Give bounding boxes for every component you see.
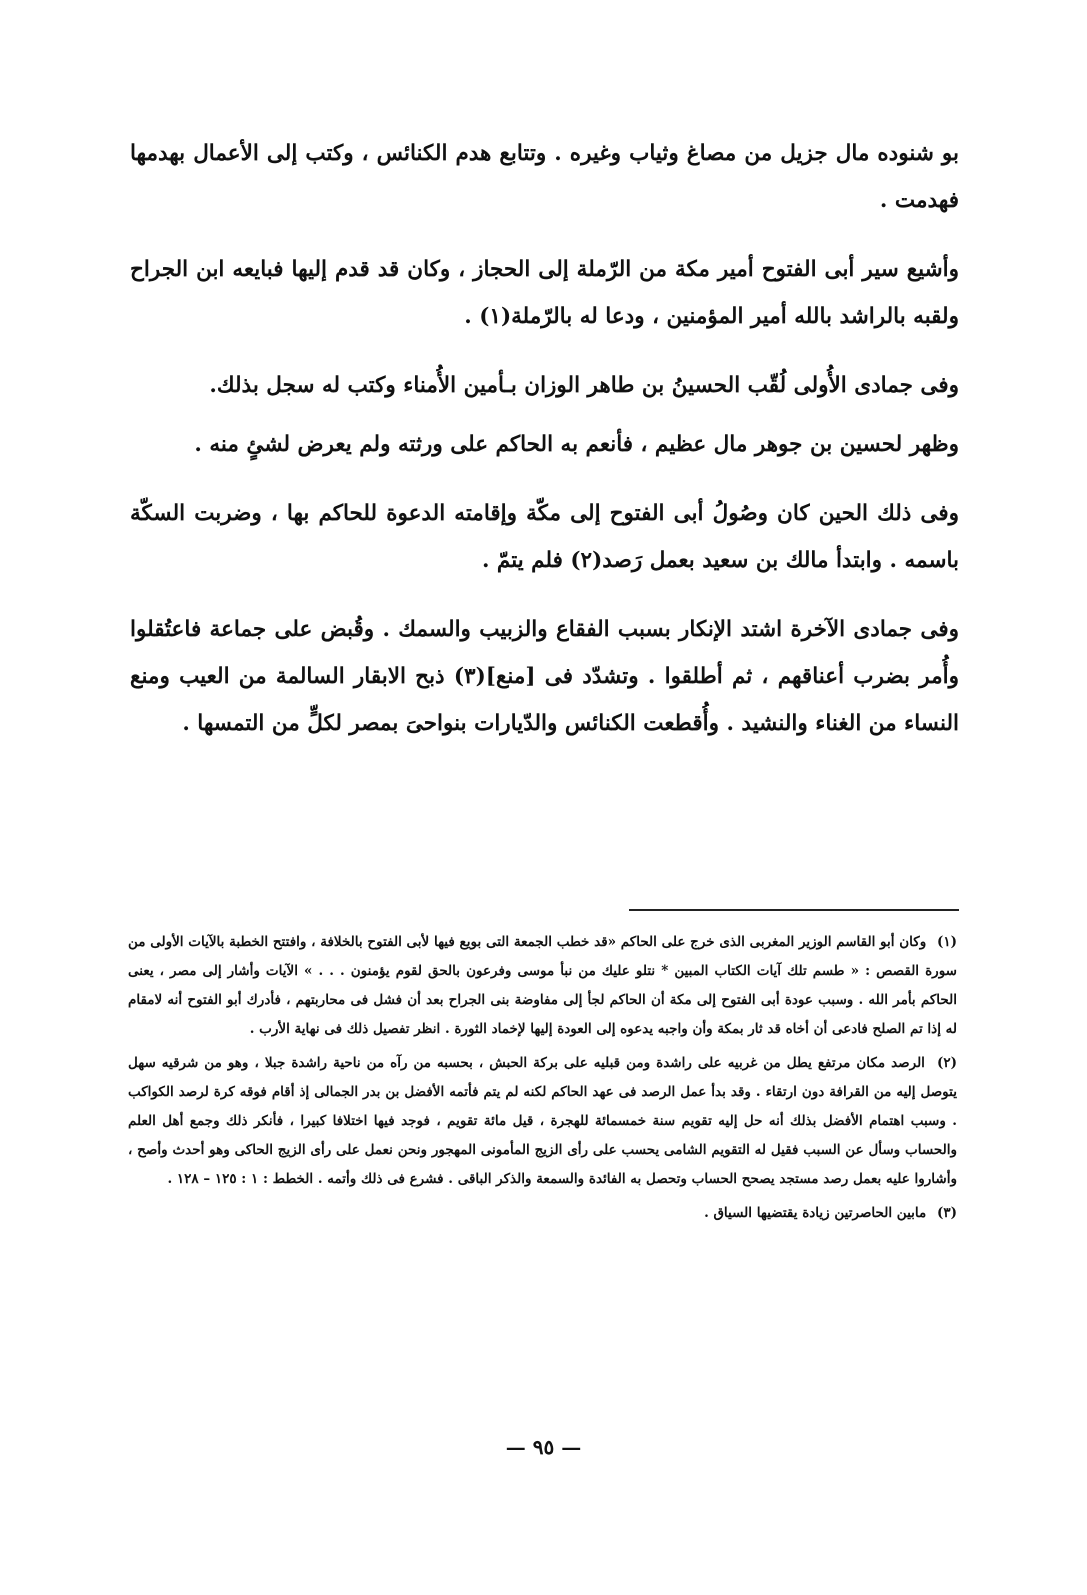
footnote-number: (٢): [936, 1055, 957, 1071]
paragraph: وظهر لحسين بن جوهر مال عظيم ، فأنعم به الحاكم على ورثته ولم يعرض لشئٍ منه .: [194, 432, 959, 457]
paragraph: وفى جمادى الآخرة اشتد الإنكار بسبب الفقاع والزبيب والسمك . وقُبض على جماعة فاعتُقلوا وأُمر بضرب أعناقهم ، ثم أطلقوا . وتشدّد فى [منع](٣) ذبح الابقار السالمة من العيب ومنع النساء من الغناء والنشيد . وأُقطعت الكنائس والدّيارات بنواحىَ بمصر لكلٍّ من التمسها .: [130, 617, 959, 736]
page-number: — ٩٥ —: [505, 1435, 582, 1459]
footnote-text: الرصد مكان مرتفع يطل من غربيه على راشدة ومن قبليه على بركة الحبش ، بحسبه من رآه من ناحية راشدة جبلا ، وهو من شرقيه سهل يتوصل إليه من القرافة دون ارتقاء . وقد بدأ عمل الرصد فى عهد الحاكم لكنه لم يتم فأتمه الأفضل بن بدر الجمالى إذ أقام فوقه كرة لرصد الكواكب . وسبب اهتمام الأفضل بذلك أنه حل إليه تقويم سنة خمسمائة للهجرة ، قيل مائة تقويم ، فوجد فيها اختلافا كبيرا ، فأنكر ذلك وجمع أهل العلم والحساب وسأل عن السبب فقيل له التقويم الشامى يحسب على رأى الزيج المأمونى المهجور ونحن نعمل على رأى الزيج الحاكى وهو أحدث وأصح ، وأشاروا عليه بعمل رصد مستجد يصحح الحساب وتحصل به الفائدة والسمعة والذكر الباقى . فشرع فى ذلك وأتمه . الخطط : ١ : ١٢٥ – ١٢٨ .: [128, 1055, 957, 1187]
paragraph: وفى جمادى الأُولى لُقّب الحسينُ بن طاهر الوزان بـأمين الأُمناء وكتب له سجل بذلك.: [209, 373, 959, 398]
main-text: [130, 130, 959, 769]
paragraph: بو شنوده مال جزيل من مصاغ وثياب وغيره . وتتابع هدم الكنائس ، وكتب إلى الأعمال بهدمها فهدمت .: [130, 141, 959, 213]
paragraph: وفى ذلك الحين كان وصُولُ أبى الفتوح إلى مكّة وإقامته الدعوة للحاكم بها ، وضربت السكّة باسمه . وابتدأ مالك بن سعيد بعمل رَصد(٢) فلم يتمّ .: [130, 501, 959, 573]
footnote-text: مابين الحاصرتين زيادة يقتضيها السياق .: [704, 1205, 927, 1221]
footnote: [128, 1199, 957, 1228]
footnote-text: وكان أبو القاسم الوزير المغربى الذى خرج على الحاكم «قد خطب الجمعة التى بويع فيها لأبى الفتوح بالخلافة ، وافتتح الخطبة بالآيات الأولى من سورة القصص : « طسم تلك آيات الكتاب المبين * نتلو عليك من نبأ موسى وفرعون بالحق لقوم يؤمنون . . . » الآيات وأشار إلى مصر ، يعنى الحاكم بأمر الله . وسبب عودة أبى الفتوح إلى مكة أن الحاكم لجأ إلى مفاوضة بنى الجراح بعد أن فشل فى محاربتهم ، فأدرك أبو الفتوح أنه لامقام له إذا تم الصلح فادعى أن أخاه قد ثار بمكة وأن واجبه يدعوه إلى العودة إليها لإخماد الثورة . انظر تفصيل ذلك فى نهاية الأرب .: [128, 934, 957, 1037]
footnote-separator: [629, 909, 959, 911]
footnote-number: (٣): [936, 1205, 957, 1221]
footnote: [128, 928, 957, 1044]
footnotes: [128, 928, 957, 1233]
paragraph: وأشيع سير أبى الفتوح أمير مكة من الرّملة إلى الحجاز ، وكان قد قدم إليها فبايعه ابن الجراح ولقبه بالراشد بالله أمير المؤمنين ، ودعا له بالرّملة(١) .: [130, 257, 959, 329]
footnote-number: (١): [936, 934, 958, 950]
footnote: [128, 1049, 957, 1194]
